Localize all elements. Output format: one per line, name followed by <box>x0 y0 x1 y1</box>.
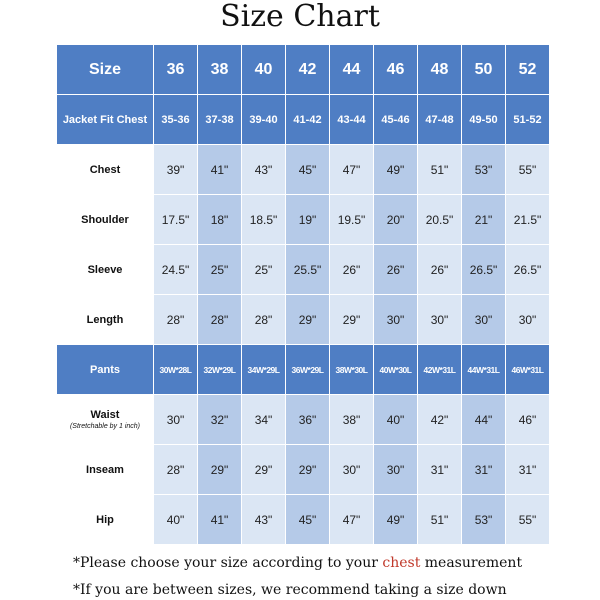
size-chart-table <box>57 45 549 544</box>
row-label: Chest <box>57 145 153 194</box>
table-cell: 43" <box>242 145 285 194</box>
jacket-fit-cell: 41-42 <box>286 95 329 144</box>
size-header-cell: 42 <box>286 45 329 94</box>
table-cell: 29" <box>330 295 373 344</box>
table-cell: 47" <box>330 495 373 544</box>
table-cell: 47" <box>330 145 373 194</box>
pants-size-cell: 44W*31L <box>462 345 505 394</box>
table-cell: 40" <box>154 495 197 544</box>
table-cell: 40" <box>374 395 417 444</box>
size-header-cell: 38 <box>198 45 241 94</box>
table-cell: 19" <box>286 195 329 244</box>
table-cell: 31" <box>418 445 461 494</box>
table-cell: 21.5" <box>506 195 549 244</box>
table-cell: 32" <box>198 395 241 444</box>
pants-header-label: Pants <box>57 345 153 394</box>
table-cell: 21" <box>462 195 505 244</box>
jacket-fit-cell: 35-36 <box>154 95 197 144</box>
size-header-cell: 36 <box>154 45 197 94</box>
table-cell: 30" <box>462 295 505 344</box>
row-label: Length <box>57 295 153 344</box>
size-header-label: Size <box>57 45 153 94</box>
pants-size-cell: 36W*29L <box>286 345 329 394</box>
table-cell: 25.5" <box>286 245 329 294</box>
page-title: Size Chart <box>220 0 380 34</box>
size-header-cell: 48 <box>418 45 461 94</box>
table-cell: 26" <box>418 245 461 294</box>
table-cell: 31" <box>506 445 549 494</box>
table-cell: 30" <box>330 445 373 494</box>
table-cell: 30" <box>374 295 417 344</box>
note-chest <box>73 555 522 571</box>
pants-size-cell: 32W*29L <box>198 345 241 394</box>
pants-size-cell: 42W*31L <box>418 345 461 394</box>
pants-size-cell: 38W*30L <box>330 345 373 394</box>
table-cell: 26" <box>374 245 417 294</box>
table-cell: 28" <box>198 295 241 344</box>
table-cell: 30" <box>374 445 417 494</box>
jacket-fit-cell: 45-46 <box>374 95 417 144</box>
table-cell: 46" <box>506 395 549 444</box>
row-label <box>57 395 153 444</box>
size-header-cell: 44 <box>330 45 373 94</box>
pants-size-cell: 46W*31L <box>506 345 549 394</box>
note-chest-suffix: measurement <box>420 555 523 571</box>
table-cell: 43" <box>242 495 285 544</box>
row-label: Sleeve <box>57 245 153 294</box>
table-cell: 26" <box>330 245 373 294</box>
table-cell: 25" <box>242 245 285 294</box>
row-label-text: Hip <box>96 513 114 526</box>
table-cell: 41" <box>198 145 241 194</box>
table-cell: 29" <box>198 445 241 494</box>
table-cell: 53" <box>462 145 505 194</box>
jacket-fit-cell: 43-44 <box>330 95 373 144</box>
jacket-fit-cell: 51-52 <box>506 95 549 144</box>
table-cell: 29" <box>242 445 285 494</box>
table-cell: 45" <box>286 495 329 544</box>
row-label-text: Inseam <box>86 463 124 476</box>
note-chest-prefix: *Please choose your size according to your <box>73 555 383 571</box>
table-cell: 36" <box>286 395 329 444</box>
table-cell: 38" <box>330 395 373 444</box>
table-cell: 51" <box>418 495 461 544</box>
table-cell: 19.5" <box>330 195 373 244</box>
table-cell: 17.5" <box>154 195 197 244</box>
table-cell: 30" <box>506 295 549 344</box>
table-cell: 18" <box>198 195 241 244</box>
table-cell: 49" <box>374 495 417 544</box>
table-cell: 53" <box>462 495 505 544</box>
size-header-cell: 46 <box>374 45 417 94</box>
table-cell: 55" <box>506 145 549 194</box>
table-cell: 31" <box>462 445 505 494</box>
pants-size-cell: 34W*29L <box>242 345 285 394</box>
pants-size-cell: 40W*30L <box>374 345 417 394</box>
pants-size-cell: 30W*28L <box>154 345 197 394</box>
table-cell: 28" <box>154 295 197 344</box>
row-sublabel: (Stretchable by 1 inch) <box>69 423 141 430</box>
table-cell: 45" <box>286 145 329 194</box>
table-cell: 26.5" <box>462 245 505 294</box>
table-cell: 20" <box>374 195 417 244</box>
table-cell: 29" <box>286 445 329 494</box>
table-cell: 51" <box>418 145 461 194</box>
table-cell: 28" <box>242 295 285 344</box>
table-cell: 44" <box>462 395 505 444</box>
table-cell: 42" <box>418 395 461 444</box>
row-label: Shoulder <box>57 195 153 244</box>
size-header-cell: 50 <box>462 45 505 94</box>
table-cell: 55" <box>506 495 549 544</box>
size-header-cell: 52 <box>506 45 549 94</box>
table-cell: 41" <box>198 495 241 544</box>
table-cell: 49" <box>374 145 417 194</box>
table-cell: 34" <box>242 395 285 444</box>
row-label <box>57 495 153 544</box>
table-cell: 24.5" <box>154 245 197 294</box>
note-chest-highlight: chest <box>382 555 421 571</box>
table-cell: 29" <box>286 295 329 344</box>
size-header-cell: 40 <box>242 45 285 94</box>
jacket-fit-cell: 37-38 <box>198 95 241 144</box>
table-cell: 39" <box>154 145 197 194</box>
table-cell: 28" <box>154 445 197 494</box>
table-cell: 26.5" <box>506 245 549 294</box>
row-label-text: Waist <box>90 409 120 421</box>
jacket-fit-label: Jacket Fit Chest <box>57 95 153 144</box>
table-cell: 20.5" <box>418 195 461 244</box>
table-cell: 30" <box>418 295 461 344</box>
table-cell: 18.5" <box>242 195 285 244</box>
table-cell: 25" <box>198 245 241 294</box>
jacket-fit-cell: 47-48 <box>418 95 461 144</box>
note-size-down: *If you are between sizes, we recommend taking a size down <box>73 582 507 598</box>
jacket-fit-cell: 39-40 <box>242 95 285 144</box>
table-cell: 30" <box>154 395 197 444</box>
row-label <box>57 445 153 494</box>
jacket-fit-cell: 49-50 <box>462 95 505 144</box>
